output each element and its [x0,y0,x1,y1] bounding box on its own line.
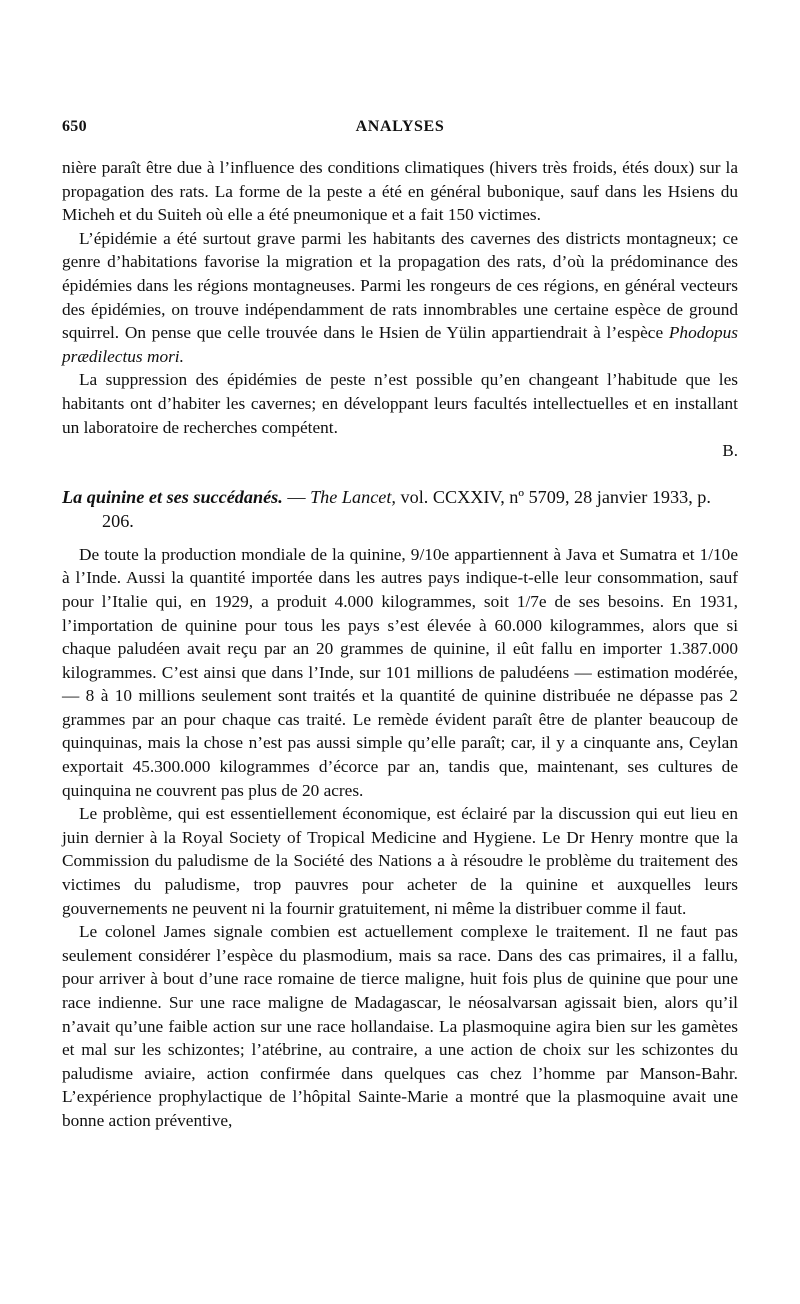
page-header [62,118,738,146]
paragraph: nière paraît être due à l’influence des conditions climatiques (hivers très froids, étés doux) sur la propagation des rats. La forme de la peste a été en général bubonique, sauf dans les Hsiens du Micheh et du Suiteh où elle a été pneumonique et a fait 150 victimes. [62,158,738,225]
author-initial: B. [722,441,738,461]
species-name: Phodopus prædilectus mori. [62,323,738,366]
paragraph: Le problème, qui est essentiellement économique, est éclairé par la discussion qui eut lieu en juin dernier à la Royal Society of Tropical Medicine and Hygiene. Le Dr Henry montre que la Commission du paludisme de la Société des Nations a à résoudre le problème du traitement des victimes du paludisme, trop pauvres pour acheter de la quinine et auxquelles leurs gouvernements ne peuvent ni la fournir gratuitement, ni même la distribuer comme il faut. [62,804,738,918]
page-number: 650 [62,118,87,135]
paragraph: La suppression des épidémies de peste n’est possible qu’en changeant l’habitude que les habitants ont d’habiter les cavernes; en développant leurs facultés intellectuelles et en installant un laboratoire de recherches compétent. [62,370,738,437]
paragraph: De toute la production mondiale de la quinine, 9/10e appartiennent à Java et Sumatra et 1/10e à l’Inde. Aussi la quantité importée dans les autres pays indique-t-elle leur consommation, sauf pour l’Italie qui, en 1929, a produit 4.000 kilogrammes, soit 1/7e de ses besoins. En 1931, l’importation de quinine pour tous les pays s’est élevée à 60.000 kilogrammes, alors que si chaque paludéen avait reçu par an 20 grammes de quinine, il eût fallu en importer 1.387.000 kilogrammes. C’est ainsi que dans l’Inde, sur 101 millions de paludéens — estimation modérée, — 8 à 10 millions seulement sont traités et la quantité de quinine distribuée ne dépasse pas 2 grammes par an pour chaque cas traité. Le remède évident paraît être de planter beaucoup de quinquinas, mais la chose n’est pas aussi simple qu’elle paraît; car, il y a cinquante ans, Ceylan exportait 45.300.000 kilogrammes d’écorce par an, tandis que, maintenant, ses cultures de quinquina ne couvrent pas plus de 20 acres. [62,544,738,800]
article-title: La quinine et ses succédanés. [62,486,283,507]
running-title: ANALYSES [355,118,445,135]
heading-dash: — [282,486,311,507]
article-heading [62,485,738,533]
journal-name: The Lancet, [310,486,396,507]
paragraph: Le colonel James signale combien est actuellement complexe le traitement. Il ne faut pas seulement considérer l’espèce du plasmodium, mais sa race. Dans des cas primaires, il a fallu, pour arriver à bout d’une race romaine de tierce maligne, huit fois plus de quinine que pour une race indienne. Sur une race maligne de Madagascar, le néosalvarsan agissait bien, alors qu’il n’avait qu’une faible action sur une race hollandaise. La plasmoquine agira bien sur les gamètes et mal sur les schizontes; l’atébrine, au contraire, a une action de choix sur les schizontes du paludisme aviaire, action confirmée dans quelques cas chez l’homme par Manson-Bahr. L’expérience prophylactique de l’hôpital Sainte-Marie a montré que la plasmoquine avait une bonne action préventive, [62,922,738,1130]
paragraph-text: L’épidémie a été surtout grave parmi les habitants des cavernes des districts montagneux; ce genre d’habitations favorise la migration et la propagation des rats, d’où la prédominance des épidémies dans les régions montagneuses. Parmi les rongeurs de ces régions, en général vecteurs des épidémies, on trouve indépendamment de rats innombrables une certaine espèce de ground squirrel. On pense que celle trouvée dans le Hsien de Yülin appartiendrait à l’espèce [62,228,738,343]
previous-article-end [62,156,738,463]
citation-details: vol. CCXXIV, nº 5709, 28 janvier 1933, p. 206. [102,486,711,531]
document-page [62,118,738,1133]
paragraph [62,227,738,369]
article-body [62,543,738,1133]
